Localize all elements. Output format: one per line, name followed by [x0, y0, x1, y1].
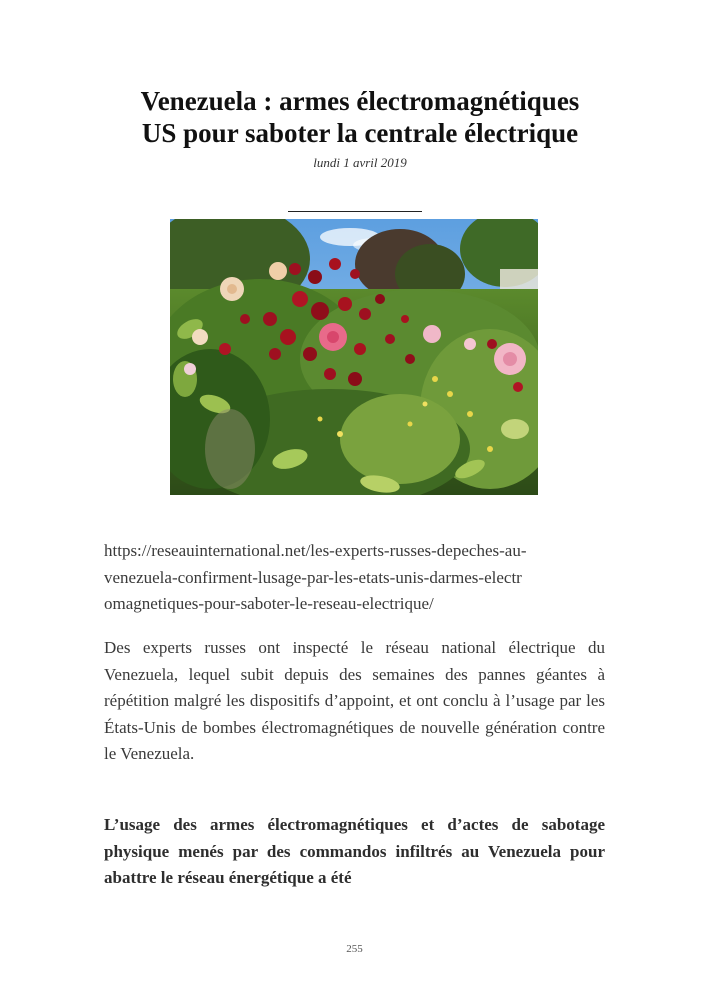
article-title-line-2: US pour saboter la centrale électrique: [141, 118, 579, 148]
page-number: 255: [346, 943, 363, 955]
source-url-line-1[interactable]: https://reseauinternational.net/les-experts-russes-depeches-au-: [104, 541, 527, 560]
rose-garden-photo: [170, 219, 538, 495]
source-url[interactable]: [104, 538, 609, 618]
body-paragraph-2-bold: L’usage des armes électromagnétiques et d’actes de sabotage physique menés par des commandos infiltrés au Venezuela pour abattre le réseau énergétique a été: [104, 815, 605, 887]
rose-garden-illustration: [170, 219, 538, 495]
source-url-line-3[interactable]: omagnetiques-pour-saboter-le-reseau-electrique/: [104, 594, 434, 613]
body-paragraph-1: Des experts russes ont inspecté le réseau national électrique du Venezuela, lequel subit depuis des semaines des pannes géantes à répétition malgré les dispositifs d’appoint, et ont conclu à l’usage par les États-Unis de bombes électromagnétiques de nouvelle génération contre le Venezuela.: [104, 638, 605, 763]
article-title: [60, 85, 660, 149]
article-title-line-1: Venezuela : armes électromagnétiques: [140, 86, 580, 116]
source-url-line-2[interactable]: venezuela-confirment-lusage-par-les-etats-unis-darmes-electr: [104, 567, 522, 587]
title-separator: [288, 211, 422, 212]
article-date: lundi 1 avril 2019: [313, 155, 407, 170]
